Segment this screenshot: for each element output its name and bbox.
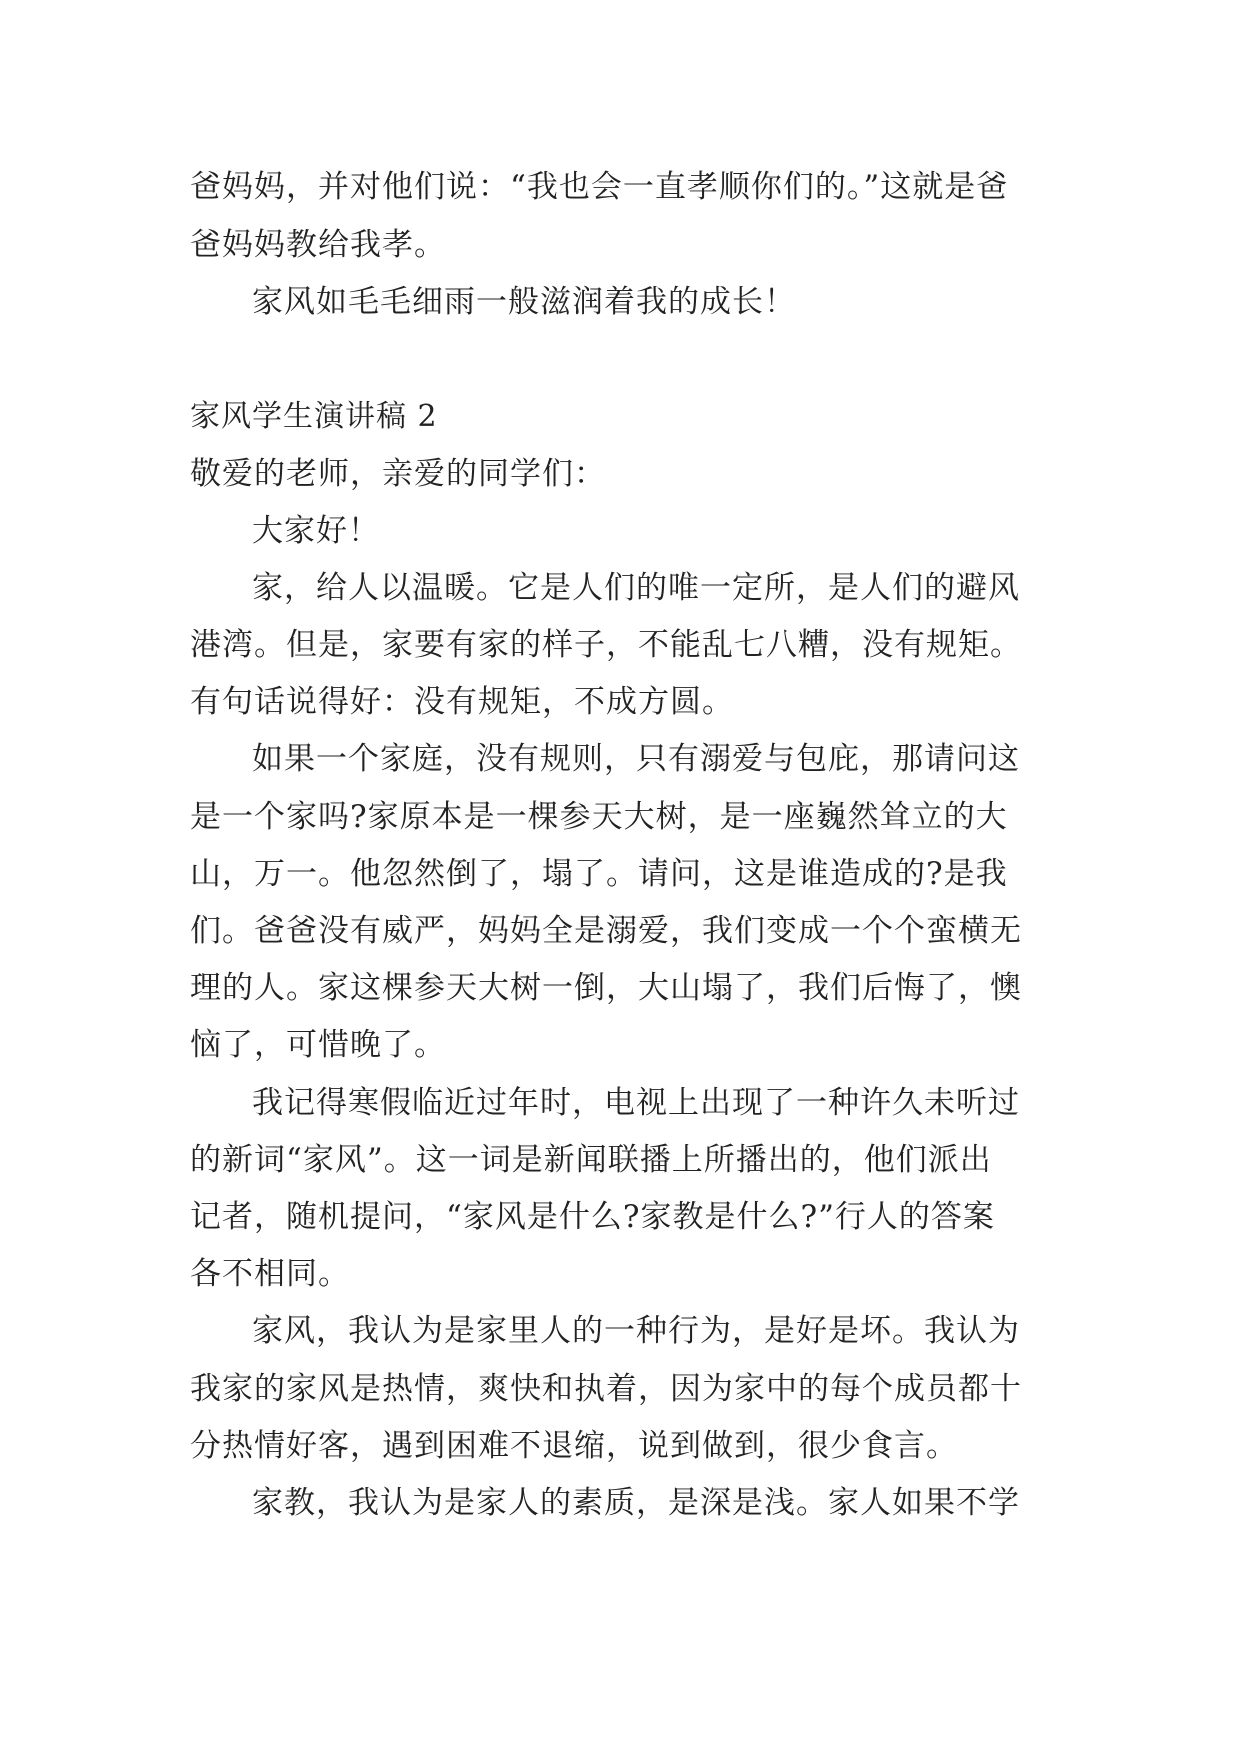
text-line: 有句话说得好：没有规矩，不成方圆。 xyxy=(190,684,734,720)
salutation: 敬爱的老师，亲爱的同学们： xyxy=(190,456,606,492)
text-line: 山，万一。他忽然倒了，塌了。请问，这是谁造成的?是我 xyxy=(190,856,1008,892)
greeting: 大家好！ xyxy=(252,513,380,549)
text-line: 们。爸爸没有威严，妈妈全是溺爱，我们变成一个个蛮横无 xyxy=(190,913,1022,949)
text-line: 家，给人以温暖。它是人们的唯一定所，是人们的避风 xyxy=(252,570,1020,606)
text-line: 港湾。但是，家要有家的样子，不能乱七八糟，没有规矩。 xyxy=(190,627,1022,663)
text-line: 家风如毛毛细雨一般滋润着我的成长！ xyxy=(252,284,796,320)
text-line: 理的人。家这棵参天大树一倒，大山塌了，我们后悔了，懊 xyxy=(190,970,1022,1006)
text-line: 家风，我认为是家里人的一种行为，是好是坏。我认为 xyxy=(252,1313,1020,1349)
text-line: 我记得寒假临近过年时，电视上出现了一种许久未听过 xyxy=(252,1085,1020,1121)
text-line: 爸妈妈教给我孝。 xyxy=(190,227,446,263)
text-line: 如果一个家庭，没有规则，只有溺爱与包庇，那请问这 xyxy=(252,741,1020,777)
text-line: 我家的家风是热情，爽快和执着，因为家中的每个成员都十 xyxy=(190,1371,1022,1407)
text-line: 爸妈妈，并对他们说：“我也会一直孝顺你们的。”这就是爸 xyxy=(190,169,1009,205)
text-line: 家教，我认为是家人的素质，是深是浅。家人如果不学 xyxy=(252,1485,1020,1521)
text-line: 的新词“家风”。这一词是新闻联播上所播出的，他们派出 xyxy=(190,1142,992,1178)
section-title: 家风学生演讲稿 2 xyxy=(190,399,438,434)
text-line: 分热情好客，遇到困难不退缩，说到做到，很少食言。 xyxy=(190,1428,958,1464)
text-line: 恼了，可惜晚了。 xyxy=(190,1027,446,1063)
text-line: 是一个家吗?家原本是一棵参天大树，是一座巍然耸立的大 xyxy=(190,799,1008,835)
text-line: 各不相同。 xyxy=(190,1256,350,1292)
text-line: 记者，随机提问，“家风是什么?家教是什么?”行人的答案 xyxy=(190,1199,995,1235)
